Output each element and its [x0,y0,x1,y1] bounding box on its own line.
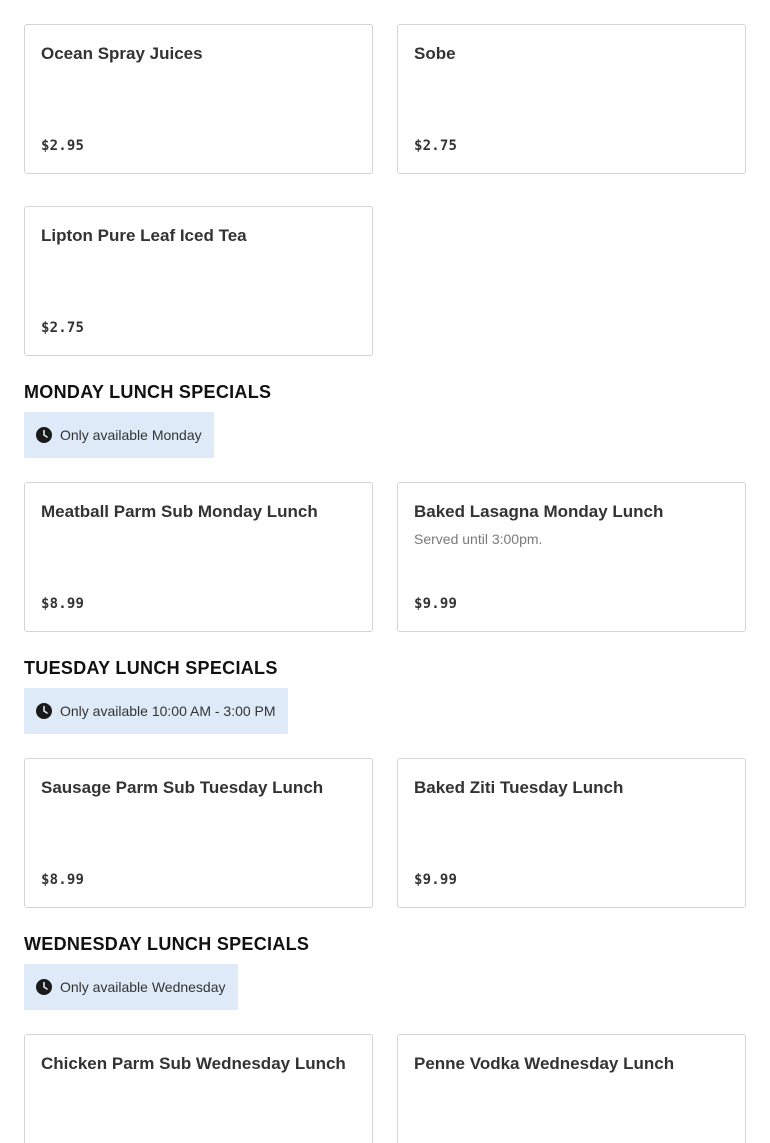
menu-item-name: Sausage Parm Sub Tuesday Lunch [41,778,324,797]
menu-item-name: Chicken Parm Sub Wednesday Lunch [41,1054,346,1073]
menu-item-card[interactable] [24,482,373,632]
menu-item-card[interactable] [397,482,746,632]
monday-grid [24,482,746,632]
availability-badge-tuesday [24,688,288,734]
section-title-wednesday: WEDNESDAY LUNCH SPECIALS [24,934,310,954]
menu-item-card[interactable] [397,758,746,908]
section-title-monday: MONDAY LUNCH SPECIALS [24,382,272,402]
menu-item-name: Penne Vodka Wednesday Lunch [414,1054,675,1073]
availability-text: Only available 10:00 AM - 3:00 PM [60,703,276,719]
clock-icon [36,979,52,995]
menu-item-card[interactable] [397,24,746,174]
availability-badge-monday [24,412,214,458]
menu-item-price: $8.99 [41,596,85,612]
menu-item-price: $8.99 [41,872,85,888]
menu-item-card[interactable] [397,1034,746,1143]
section-title-tuesday: TUESDAY LUNCH SPECIALS [24,658,278,678]
menu-item-name: Ocean Spray Juices [41,44,203,63]
wednesday-grid [24,1034,746,1143]
menu-item-card[interactable] [24,24,373,174]
menu-item-price: $2.75 [41,320,85,336]
clock-icon [36,703,52,719]
menu-item-price: $9.99 [414,872,458,888]
menu-item-name: Sobe [414,44,456,63]
menu-item-card[interactable] [24,206,373,356]
availability-badge-wednesday [24,964,238,1010]
clock-icon [36,427,52,443]
menu-item-name: Meatball Parm Sub Monday Lunch [41,502,318,521]
availability-text: Only available Wednesday [60,979,226,995]
beverages-grid [24,24,746,356]
menu-item-name: Baked Ziti Tuesday Lunch [414,778,624,797]
availability-text: Only available Monday [60,427,202,443]
menu-item-price: $2.75 [414,138,458,154]
tuesday-grid [24,758,746,908]
menu-item-price: $2.95 [41,138,85,154]
menu-item-description: Served until 3:00pm. [414,531,543,547]
menu-item-name: Lipton Pure Leaf Iced Tea [41,226,247,245]
menu-item-card[interactable] [24,1034,373,1143]
menu-item-name: Baked Lasagna Monday Lunch [414,502,664,521]
menu-item-card[interactable] [24,758,373,908]
menu-item-price: $9.99 [414,596,458,612]
